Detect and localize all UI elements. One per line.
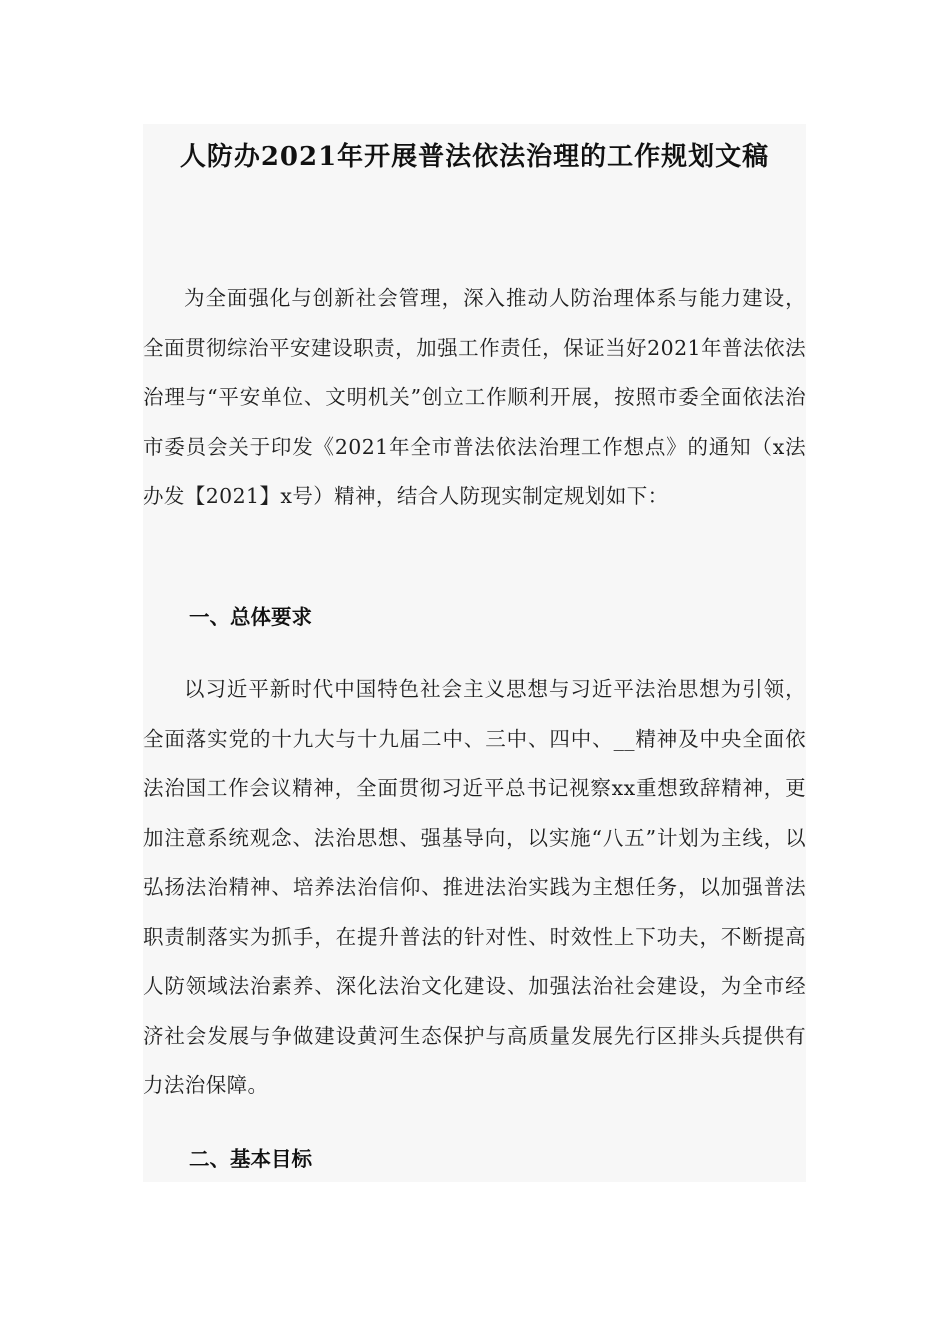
paragraph-intro: 为全面强化与创新社会管理，深入推动人防治理体系与能力建设，全面贯彻综治平安建设职责，加强工作责任，保证当好2021年普法依法治理与“平安单位、文明机关”创立工作顺利开展，按照市委全面依法治市委员会关于印发《2021年全市普法依法治理工作想点》的通知（x法办发【2021】x号）精神，结合人防现实制定规划如下： (143, 286, 806, 508)
section-heading-basic-goals: 二、基本目标 (189, 1147, 312, 1171)
section-heading-overall-requirements: 一、总体要求 (189, 605, 312, 629)
document-title: 人防办2021年开展普法依法治理的工作规划文稿 (179, 142, 770, 172)
paragraph-overall-requirements: 以习近平新时代中国特色社会主义思想与习近平法治思想为引领，全面落实党的十九大与十九届二中、三中、四中、__精神及中央全面依法治国工作会议精神，全面贯彻习近平总书记视察xx重想致辞精神，更加注意系统观念、法治思想、强基导向，以实施“八五”计划为主线，以弘扬法治精神、培养法治信仰、推进法治实践为主想任务，以加强普法职责制落实为抓手，在提升普法的针对性、时效性上下功夫，不断提高人防领域法治素养、深化法治文化建设、加强法治社会建设，为全市经济社会发展与争做建设黄河生态保护与高质量发展先行区排头兵提供有力法治保障。 (143, 677, 806, 1097)
document-page (143, 124, 806, 1182)
